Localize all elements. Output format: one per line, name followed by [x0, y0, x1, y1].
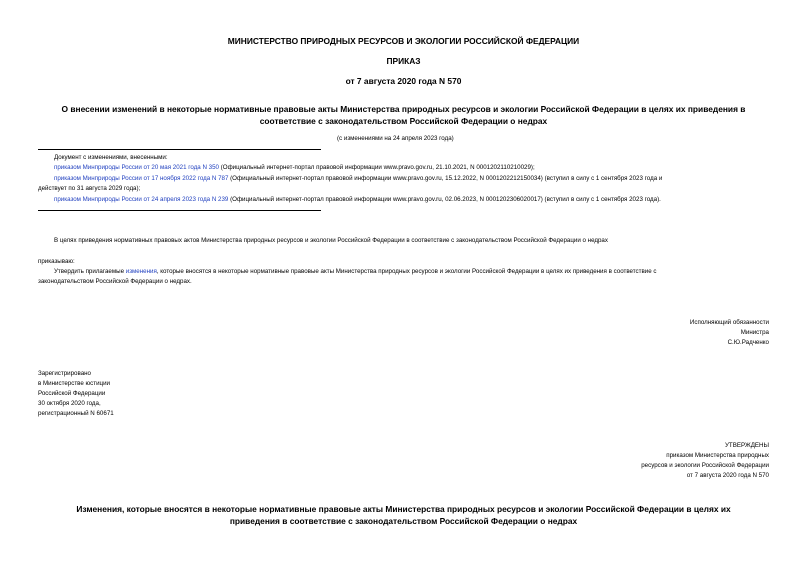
separator-top: [38, 149, 321, 150]
approve-suffix: , которые вносятся в некоторые нормативные правовые акты Министерства природных ресурсов и экологии Российской Федерации в целях их приведения в соответствие с: [156, 268, 657, 275]
approved-line4: от 7 августа 2020 года N 570: [686, 472, 769, 479]
signature-name: С.Ю.Радченко: [727, 339, 769, 346]
change-link-2[interactable]: приказом Минприроды России от 17 ноября 2022 года N 787: [54, 175, 229, 182]
change-text-2-cont: действует по 31 августа 2029 года);: [38, 185, 141, 192]
registration-line2: в Министерстве юстиции: [38, 380, 111, 387]
registration-line3: Российской Федерации: [38, 390, 106, 397]
approve-link[interactable]: изменения: [125, 268, 157, 275]
annex-title-line1: Изменения, которые вносятся в некоторые нормативные правовые акты Министерства природных ресурсов и экологии Российской Федерации в целях их: [76, 504, 731, 514]
approved-line3: ресурсов и экологии Российской Федерации: [641, 462, 769, 469]
ministry-heading: МИНИСТЕРСТВО ПРИРОДНЫХ РЕСУРСОВ И ЭКОЛОГИИ РОССИЙСКОЙ ФЕДЕРАЦИИ: [227, 36, 580, 46]
change-item-2: [54, 174, 662, 184]
document-title: [0, 103, 807, 127]
signature-title: Исполняющий обязанности: [689, 319, 769, 326]
change-text-1: (Официальный интернет-портал правовой информации www.pravo.gov.ru, 21.10.2021, N 0001202110210029);: [218, 164, 535, 171]
separator-bottom: [38, 210, 321, 211]
document-title-line1: О внесении изменений в некоторые нормативные правовые акты Министерства природных ресурсов и экологии Российской Федерации в целях их приведения в: [61, 104, 746, 114]
approve-prefix: Утвердить прилагаемые: [54, 268, 126, 275]
change-link-1[interactable]: приказом Минприроды России от 20 мая 2021 года N 350: [54, 164, 219, 171]
signature-position: Министра: [740, 329, 769, 336]
registration-line1: Зарегистрировано: [38, 370, 91, 377]
document-title-line2: соответствие с законодательством Российской Федерации о недрах: [259, 116, 548, 126]
changes-intro: Документ с изменениями, внесенными:: [54, 154, 168, 161]
change-link-3[interactable]: приказом Минприроды России от 24 апреля 2023 года N 239: [54, 196, 229, 203]
change-text-3: (Официальный интернет-портал правовой информации www.pravo.gov.ru, 02.06.2023, N 0001202306020017) (вступил в силу с 1 сентября 2023 года).: [228, 196, 661, 203]
document-date-number: от 7 августа 2020 года N 570: [345, 76, 462, 86]
annex-title-line2: приведения в соответствие с законодательством Российской Федерации о недрах: [229, 516, 578, 526]
approved-heading: УТВЕРЖДЕНЫ: [725, 442, 769, 449]
document-type: ПРИКАЗ: [386, 56, 421, 66]
approve-paragraph-cont: законодательством Российской Федерации о недрах.: [38, 278, 192, 285]
change-item-1: [54, 163, 535, 173]
order-word: приказываю:: [38, 258, 75, 265]
change-text-2: (Официальный интернет-портал правовой информации www.pravo.gov.ru, 15.12.2022, N 0001202212150034) (вступил в силу с 1 сентября 2023 года и: [228, 175, 663, 182]
registration-line4: 30 октября 2020 года,: [38, 400, 101, 407]
approve-paragraph: [54, 267, 656, 277]
preamble-paragraph: В целях приведения нормативных правовых актов Министерства природных ресурсов и экологии Российской Федерации в соответствие с законодательством Российской Федерации о недрах: [54, 237, 608, 244]
registration-line5: регистрационный N 60671: [38, 410, 114, 417]
change-item-3: [54, 195, 661, 205]
approved-line2: приказом Министерства природных: [666, 452, 769, 459]
amended-note: (с изменениями на 24 апреля 2023 года): [337, 135, 454, 142]
annex-title: [0, 503, 807, 527]
